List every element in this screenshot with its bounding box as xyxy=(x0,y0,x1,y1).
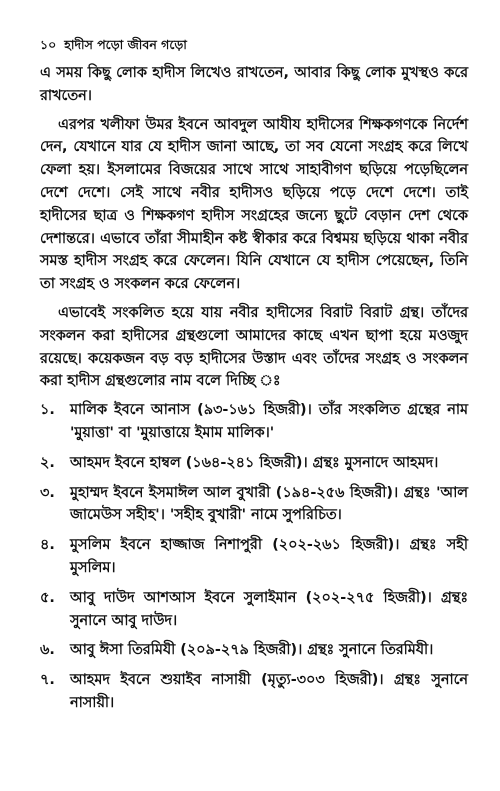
list-item-number: ৪. xyxy=(40,537,55,554)
list-item-text: আহমদ ইবনে হাম্বল (১৬৪-২৪১ হিজরী)। গ্রন্থঃ মুসনাদে আহমদ। xyxy=(70,454,439,471)
paragraph-intro: এ সময় কিছু লোক হাদীস লিখেও রাখতেন, আবার কিছু লোক মুখস্থও করে রাখতেন। xyxy=(40,65,468,104)
list-item-text: মালিক ইবনে আনাস (৯৩-১৬১ হিজরী)। তাঁর সংকলিত গ্রন্থের নাম 'মুয়াত্তা' বা 'মুয়াত্তায়ে ইমাম মালিক।' xyxy=(70,402,468,441)
list-item xyxy=(40,669,468,715)
list-item-text: আবু ঈসা তিরমিযী (২০৯-২৭৯ হিজরী)। গ্রন্থঃ সুনানে তিরমিযী। xyxy=(70,642,434,659)
list-item-text: মুহাম্মদ ইবনে ইসমাঈল আল বুখারী (১৯৪-২৫৬ হিজরী)। গ্রন্থঃ 'আল জামেউস সহীহ'। 'সহীহ বুখারী' নামে সুপরিচিত। xyxy=(70,484,468,524)
list-item-text: মুসলিম ইবনে হাজ্জাজ নিশাপুরী (২০২-২৬১ হিজরী)। গ্রন্থঃ সহী মুসলিম। xyxy=(70,537,468,576)
list-item-number: ১. xyxy=(40,402,55,419)
running-header xyxy=(40,37,187,57)
running-title: হাদীস পড়ো জীবন গড়ো xyxy=(64,37,187,52)
page-body xyxy=(40,62,468,722)
list-item-number: ৫. xyxy=(40,589,55,606)
list-item xyxy=(40,482,468,528)
list-item xyxy=(40,399,468,445)
list-item xyxy=(40,587,468,633)
list-item-number: ৭. xyxy=(40,672,55,689)
list-item-number: ৩. xyxy=(40,484,55,501)
page-number: ১০ xyxy=(40,37,57,52)
list-item xyxy=(40,534,468,580)
list-item-text: আবু দাউদ আশআস ইবনে সুলাইমান (২০২-২৭৫ হিজরী)। গ্রন্থঃ সুনানে আবু দাউদ। xyxy=(70,589,468,629)
paragraph-compilation: এরপর খলীফা উমর ইবনে আবদুল আযীয হাদীসের শিক্ষকগণকে নির্দেশ দেন, যেখানে যার যে হাদীস জানা আছে, তা সব যেনো সংগ্রহ করে লিখে ফেলা হয়। ইসলামের বিজয়ের সাথে সাথে সাহাবীগণ ছড়িয়ে পড়েছিলেন দেশে দেশে। সেই সাথে নবীর হাদীসও ছড়িয়ে পড়ে দেশে দেশে। তাই হাদীসের ছাত্র ও শিক্ষকগণ হাদীস সংগ্রহের জন্যে ছুটে বেড়ান দেশ থেকে দেশান্তরে। এভাবে তাঁরা সীমাহীন কষ্ট স্বীকার করে বিশ্বময় ছড়িয়ে থাকা নবীর সমস্ত হাদীস সংগ্রহ করে ফেলেন। যিনি যেখানে যে হাদীস পেয়েছেন, তিনি তা সংগ্রহ ও সংকলন করে ফেলেন। xyxy=(40,116,468,293)
list-item-number: ২. xyxy=(40,454,55,471)
list-item xyxy=(40,452,468,475)
list-item xyxy=(40,639,468,662)
hadith-compilers-list xyxy=(40,399,468,715)
paragraph-collections: এভাবেই সংকলিত হয়ে যায় নবীর হাদীসের বিরাট বিরাট গ্রন্থ। তাঁদের সংকলন করা হাদীসের গ্রন্থগুলো আমাদের কাছে এখন ছাপা হয়ে মওজুদ রয়েছে। কয়েকজন বড় বড় হাদীসের উস্তাদ এবং তাঁদের সংগ্রহ ও সংকলন করা হাদীস গ্রন্থগুলোর নাম বলে দিচ্ছি ঃ xyxy=(40,304,468,390)
list-item-text: আহমদ ইবনে শুয়াইব নাসায়ী (মৃত্যু-৩০৩ হিজরী)। গ্রন্থঃ সুনানে নাসায়ী। xyxy=(70,672,468,711)
list-item-number: ৬. xyxy=(40,642,55,659)
